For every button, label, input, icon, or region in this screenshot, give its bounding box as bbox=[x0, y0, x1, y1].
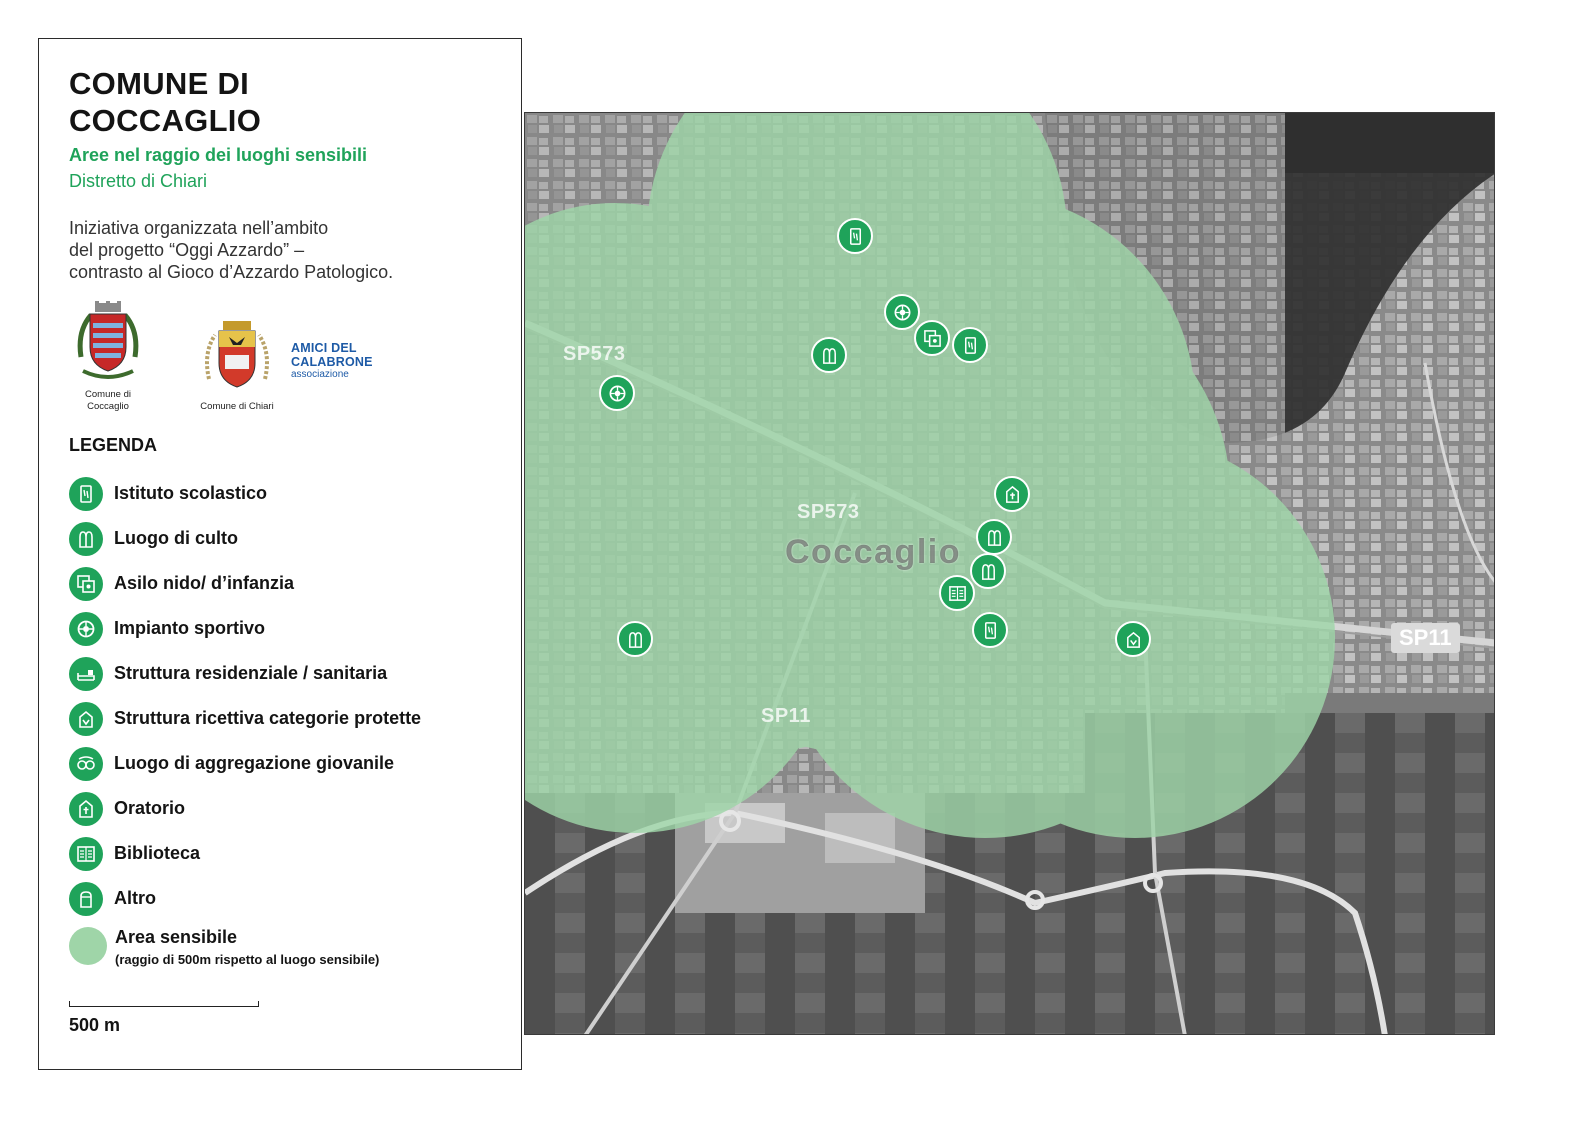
legend-item bbox=[69, 786, 509, 831]
legend-icon bbox=[69, 882, 103, 916]
town-label: Coccaglio bbox=[785, 533, 961, 571]
legend-label: Luogo di aggregazione giovanile bbox=[114, 753, 395, 773]
legend-item bbox=[69, 471, 509, 516]
coccaglio-logo-caption-1: Comune di bbox=[85, 389, 131, 400]
legend-label: Struttura ricettiva categorie protette bbox=[114, 708, 422, 728]
legend-label: Asilo nido/ d’infanzia bbox=[114, 573, 294, 593]
calabrone-line-3: associazione bbox=[291, 369, 349, 380]
satellite-basemap bbox=[525, 113, 1495, 1035]
page-title bbox=[69, 65, 261, 139]
legend-item bbox=[69, 876, 509, 921]
area-note: (raggio di 500m rispetto al luogo sensibile) bbox=[115, 952, 380, 967]
map-marker-worship[interactable] bbox=[970, 553, 1006, 589]
legend-icon bbox=[69, 477, 103, 511]
coccaglio-crest-icon bbox=[75, 301, 141, 385]
library-icon bbox=[948, 584, 967, 603]
sports-icon bbox=[76, 619, 96, 639]
map-marker-school[interactable] bbox=[952, 327, 988, 363]
nursery-icon bbox=[923, 329, 942, 348]
legend bbox=[69, 471, 509, 967]
worship-icon bbox=[76, 529, 96, 549]
scale-label: 500 m bbox=[69, 1015, 121, 1035]
road-label-sp573-west: SP573 bbox=[563, 343, 626, 365]
area-label: Area sensibile bbox=[115, 927, 238, 947]
legend-label: Oratorio bbox=[114, 798, 186, 818]
shelter-icon bbox=[1124, 630, 1143, 649]
legend-item bbox=[69, 516, 509, 561]
district-label: Distretto di Chiari bbox=[69, 171, 208, 191]
title-line-1: COMUNE DI bbox=[69, 66, 250, 101]
map-view[interactable] bbox=[524, 112, 1495, 1035]
map-marker-oratory[interactable] bbox=[994, 476, 1030, 512]
map-marker-sports[interactable] bbox=[884, 294, 920, 330]
oratory-icon bbox=[1003, 485, 1022, 504]
legend-icon bbox=[69, 522, 103, 556]
map-marker-worship[interactable] bbox=[976, 519, 1012, 555]
chiari-crest-icon bbox=[201, 319, 273, 397]
intro-text bbox=[69, 217, 393, 283]
intro-line-3: contrasto al Gioco d’Azzardo Patologico. bbox=[69, 262, 394, 282]
legend-item bbox=[69, 561, 509, 606]
legend-icon bbox=[69, 747, 103, 781]
worship-icon bbox=[985, 528, 1004, 547]
legend-item bbox=[69, 606, 509, 651]
legend-label: Luogo di culto bbox=[114, 528, 238, 548]
legend-item bbox=[69, 696, 509, 741]
calabrone-line-2: CALABRONE bbox=[291, 355, 373, 369]
legend-item bbox=[69, 651, 509, 696]
worship-icon bbox=[979, 562, 998, 581]
school-icon bbox=[76, 484, 96, 504]
worship-icon bbox=[626, 630, 645, 649]
scale-bar bbox=[69, 1001, 259, 1036]
legend-label: Struttura residenziale / sanitaria bbox=[114, 663, 388, 683]
coccaglio-logo-caption-2: Coccaglio bbox=[87, 401, 129, 412]
school-icon bbox=[846, 227, 865, 246]
intro-line-2: del progetto “Oggi Azzardo” – bbox=[69, 240, 305, 260]
map-marker-library[interactable] bbox=[939, 575, 975, 611]
school-icon bbox=[961, 336, 980, 355]
chiari-logo bbox=[197, 319, 277, 413]
map-marker-school[interactable] bbox=[837, 218, 873, 254]
chiari-logo-caption: Comune di Chiari bbox=[200, 401, 274, 412]
map-marker-sports[interactable] bbox=[599, 375, 635, 411]
legend-label: Biblioteca bbox=[114, 843, 201, 863]
legend-icon bbox=[69, 612, 103, 646]
road-label-sp573-center: SP573 bbox=[797, 501, 860, 523]
legend-icon bbox=[69, 837, 103, 871]
map-marker-school[interactable] bbox=[972, 612, 1008, 648]
legend-label: Istituto scolastico bbox=[114, 483, 268, 503]
calabrone-line-1: AMICI DEL bbox=[291, 341, 357, 355]
other-icon bbox=[76, 889, 96, 909]
road-label-sp11-south: SP11 bbox=[761, 705, 811, 727]
calabrone-logo bbox=[291, 341, 391, 381]
map-marker-worship[interactable] bbox=[811, 337, 847, 373]
legend-icon bbox=[69, 567, 103, 601]
sensitive-area-swatch bbox=[69, 927, 107, 965]
legend-item bbox=[69, 741, 509, 786]
subtitle: Aree nel raggio dei luoghi sensibili bbox=[69, 145, 368, 165]
legend-icon bbox=[69, 792, 103, 826]
oratory-icon bbox=[76, 799, 96, 819]
map-marker-shelter[interactable] bbox=[1115, 621, 1151, 657]
nursery-icon bbox=[76, 574, 96, 594]
title-line-2: COCCAGLIO bbox=[69, 103, 262, 138]
youth-icon bbox=[76, 754, 96, 774]
legend-label: Altro bbox=[114, 888, 156, 908]
worship-icon bbox=[820, 346, 839, 365]
sports-icon bbox=[608, 384, 627, 403]
school-icon bbox=[981, 621, 1000, 640]
legend-item bbox=[69, 831, 509, 876]
scale-bar-line bbox=[69, 1001, 259, 1007]
coccaglio-logo bbox=[73, 301, 143, 413]
map-marker-worship[interactable] bbox=[617, 621, 653, 657]
info-panel bbox=[38, 38, 522, 1070]
library-icon bbox=[76, 844, 96, 864]
map-marker-nursery[interactable] bbox=[914, 320, 950, 356]
legend-icon bbox=[69, 657, 103, 691]
legend-icon bbox=[69, 702, 103, 736]
legend-area-item bbox=[69, 927, 509, 967]
legend-label: Impianto sportivo bbox=[114, 618, 266, 638]
shelter-icon bbox=[76, 709, 96, 729]
legend-title: LEGENDA bbox=[69, 435, 158, 455]
road-label-sp11-east: SP11 bbox=[1391, 623, 1460, 653]
residence-icon bbox=[76, 664, 96, 684]
sports-icon bbox=[893, 303, 912, 322]
intro-line-1: Iniziativa organizzata nell’ambito bbox=[69, 218, 329, 238]
